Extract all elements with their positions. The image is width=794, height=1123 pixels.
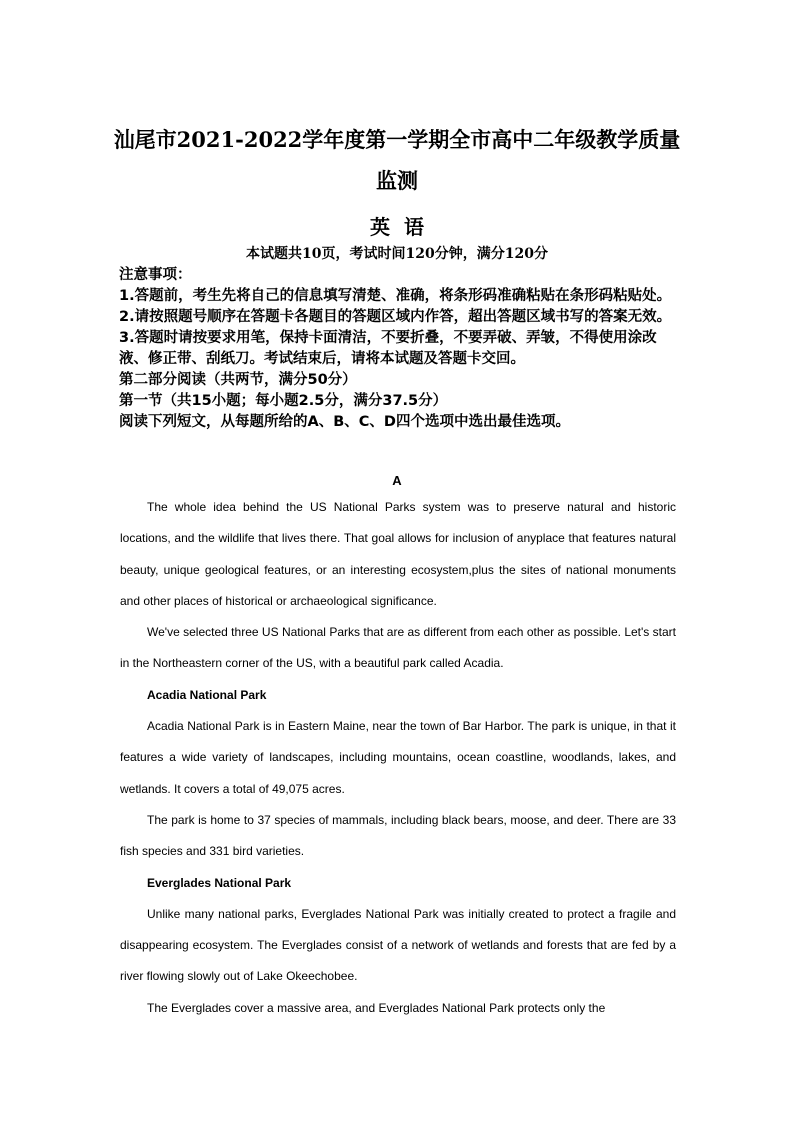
reading-instruction: 阅读下列短文，从每题所给的A、B、C、D四个选项中选出最佳选项。 [119, 414, 570, 430]
exam-info: 本试题共10页，考试时间120分钟，满分120分 [246, 246, 548, 262]
exam-title-line2: 监测 [376, 168, 418, 193]
passage-paragraph: The Everglades cover a massive area, and Everglades National Park protects only the [147, 1000, 606, 1015]
subject-heading: 英语 [370, 215, 438, 239]
note-item: 2.请按照题号顺序在答题卡各题目的答题区域内作答，超出答题区域书写的答案无效。 [119, 309, 672, 325]
notes-heading: 注意事项： [119, 267, 192, 283]
passage-paragraph: Acadia National Park is in Eastern Maine, near the town of Bar Harbor. The park is unique, in that it features a wide variety of landscapes, including mountains, ocean coastline, woodlands, lakes, and wetlands. It covers a total of 49,075 acres. [120, 719, 676, 796]
passage-paragraph: Unlike many national parks, Everglades National Park was initially created to protect a fragile and disappearing ecosystem. The Everglades consist of a network of wetlands and forests that are fed by a river flowing slowly out of Lake Okeechobee. [120, 906, 676, 984]
section-heading: 第一节（共15小题；每小题2.5分，满分37.5分） [119, 393, 448, 409]
passage-letter: A [392, 473, 402, 488]
exam-title-line1: 汕尾市2021-2022学年度第一学期全市高中二年级教学质量 [113, 127, 681, 152]
note-item: 1.答题前，考生先将自己的信息填写清楚、准确，将条形码准确粘贴在条形码粘贴处。 [119, 288, 672, 304]
part-heading: 第二部分阅读（共两节，满分50分） [119, 372, 357, 388]
passage-subheading: Acadia National Park [147, 687, 267, 702]
reading-passage [120, 492, 676, 1024]
passage-paragraph: The whole idea behind the US National Parks system was to preserve natural and historic locations, and the wildlife that lives there. That goal allows for inclusion of anyplace that features natural beauty, unique geological features, or an interesting ecosystem,plus the sites of national monuments and other places of historical or archaeological significance. [120, 500, 676, 608]
passage-paragraph: The park is home to 37 species of mammals, including black bears, moose, and deer. There are 33 fish species and 331 bird varieties. [120, 812, 676, 859]
passage-paragraph: We've selected three US National Parks that are as different from each other as possible. Let's start in the Northeastern corner of the US, with a beautiful park called Acadia. [120, 625, 676, 671]
note-item: 3.答题时请按要求用笔，保持卡面清洁，不要折叠，不要弄破、弄皱，不得使用涂改液、修正带、刮纸刀。考试结束后，请将本试题及答题卡交回。 [119, 330, 657, 367]
exam-notes [119, 265, 677, 433]
passage-subheading: Everglades National Park [147, 875, 292, 890]
